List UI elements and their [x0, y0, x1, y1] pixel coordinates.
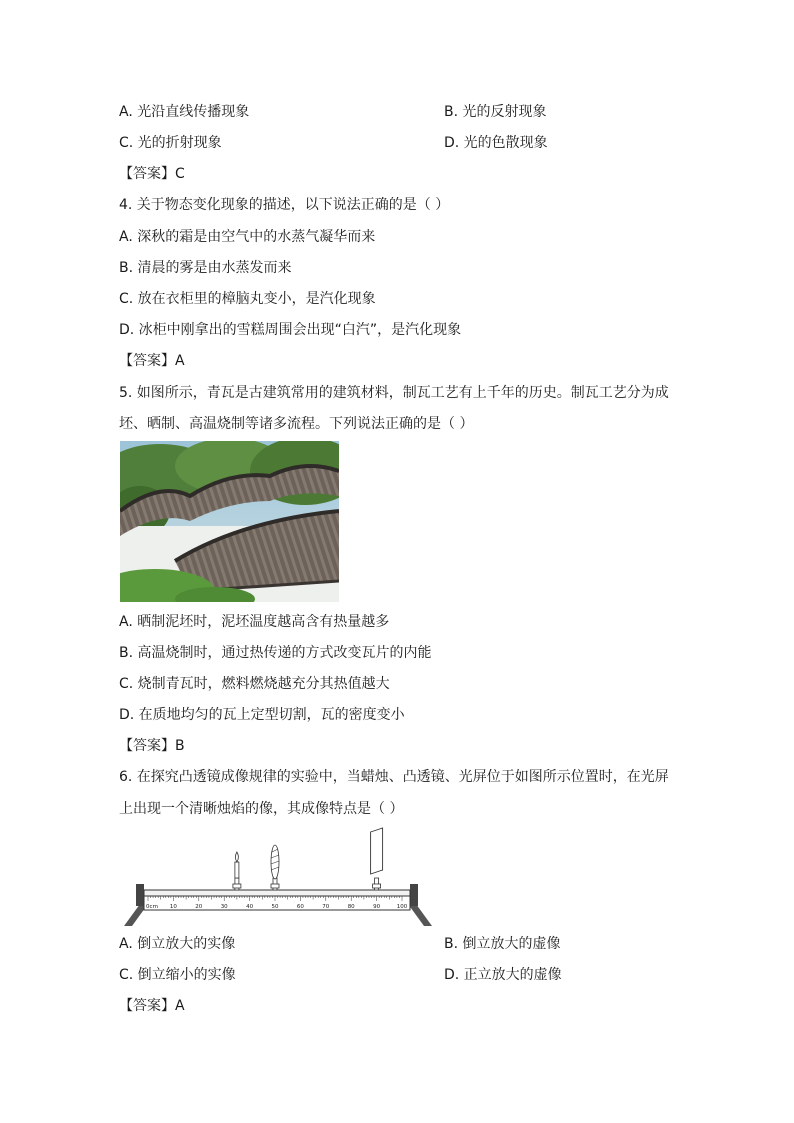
q4-answer: 【答案】A [119, 353, 185, 369]
q4-option-a: A. 深秋的霜是由空气中的水蒸气凝华而来 [119, 229, 376, 245]
optical-bench-diagram [118, 822, 438, 930]
scale-label: 90 [373, 904, 381, 910]
q5-option-b: B. 高温烧制时，通过热传递的方式改变瓦片的内能 [119, 645, 432, 661]
bench-right-end [410, 884, 418, 906]
q4-option-b: B. 清晨的雾是由水蒸发而来 [119, 260, 292, 276]
q3-option-b: B. 光的反射现象 [444, 104, 547, 120]
light-screen [371, 828, 383, 890]
roof-tiles-photo [120, 441, 339, 602]
scale-label: 10 [169, 904, 177, 910]
q6-option-b: B. 倒立放大的虚像 [444, 936, 561, 952]
q5-option-d: D. 在质地均匀的瓦上定型切割，瓦的密度变小 [119, 707, 405, 723]
q6-option-d: D. 正立放大的虚像 [444, 967, 562, 983]
q6-option-a: A. 倒立放大的实像 [119, 936, 236, 952]
bench-left-end [136, 884, 144, 906]
q3-answer: 【答案】C [119, 166, 185, 182]
scale-label: 70 [322, 904, 330, 910]
q6-stem-line2: 上出现一个清晰烛焰的像，其成像特点是（ ） [119, 801, 404, 817]
q6-answer: 【答案】A [119, 998, 185, 1014]
scale-label: 30 [220, 904, 228, 910]
scale-label: 100 [396, 904, 408, 910]
candle [233, 852, 241, 890]
q4-option-c: C. 放在衣柜里的樟脑丸变小，是汽化现象 [119, 291, 376, 307]
scale-label: 60 [296, 904, 304, 910]
q5-option-c: C. 烧制青瓦时，燃料燃烧越充分其热值越大 [119, 676, 390, 692]
bench-rail [144, 890, 410, 896]
convex-lens [271, 845, 279, 890]
scale-label: 40 [246, 904, 254, 910]
q5-stem-line1: 5. 如图所示，青瓦是古建筑常用的建筑材料，制瓦工艺有上千年的历史。制瓦工艺分为成 [119, 385, 669, 401]
q3-option-a: A. 光沿直线传播现象 [119, 104, 250, 120]
scale-label: 0cm [146, 904, 158, 910]
q4-stem: 4. 关于物态变化现象的描述，以下说法正确的是（ ） [119, 197, 450, 213]
q3-option-d: D. 光的色散现象 [444, 135, 548, 151]
q3-option-c: C. 光的折射现象 [119, 135, 222, 151]
q5-answer: 【答案】B [119, 738, 185, 754]
q6-stem-line1: 6. 在探究凸透镜成像规律的实验中，当蜡烛、凸透镜、光屏位于如图所示位置时，在光屏 [119, 769, 669, 785]
scale-label: 50 [271, 904, 279, 910]
q6-option-c: C. 倒立缩小的实像 [119, 967, 236, 983]
q4-option-d: D. 冰柜中刚拿出的雪糕周围会出现“白汽”，是汽化现象 [119, 322, 462, 338]
scale-label: 20 [195, 904, 203, 910]
scale-label: 80 [347, 904, 355, 910]
q5-option-a: A. 晒制泥坯时，泥坯温度越高含有热量越多 [119, 614, 390, 630]
q5-stem-line2: 坯、晒制、高温烧制等诸多流程。下列说法正确的是（ ） [119, 416, 474, 432]
